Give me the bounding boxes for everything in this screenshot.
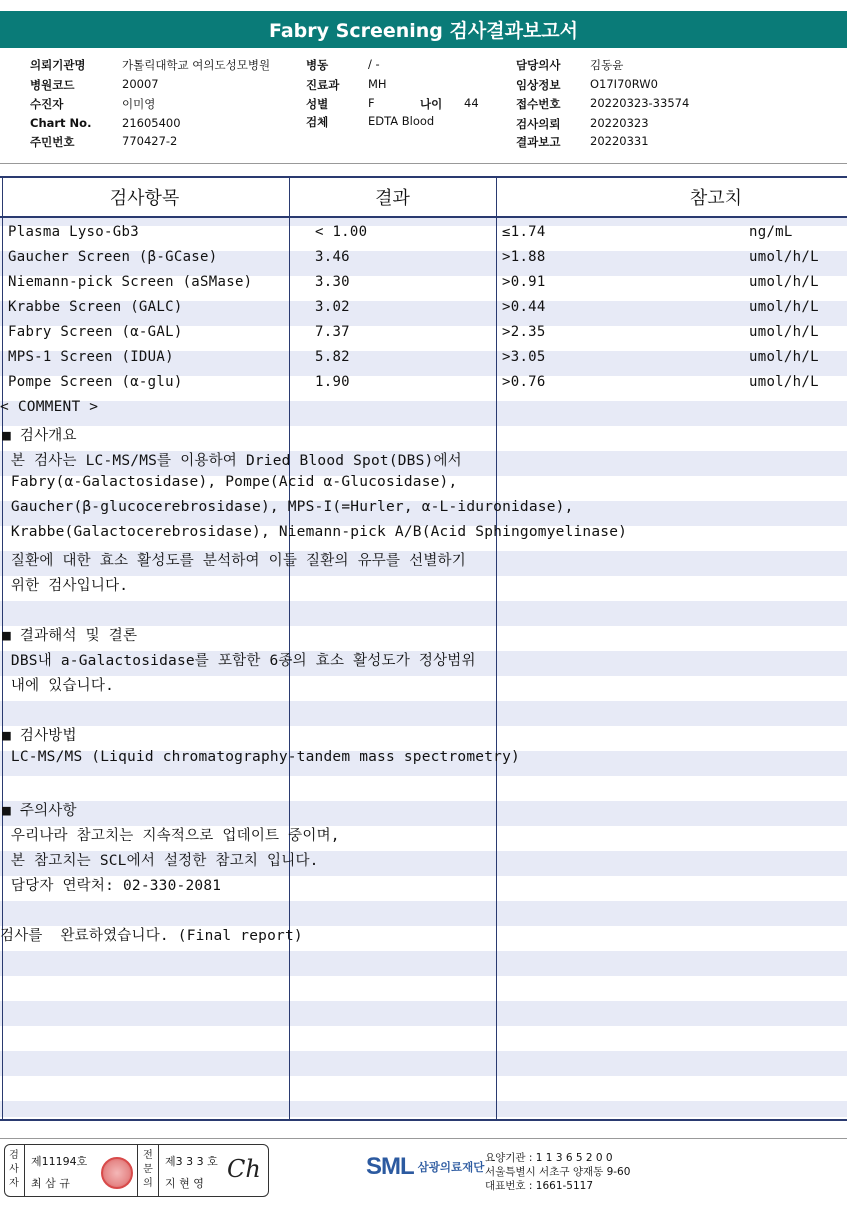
org-number: 요양기관 : 1 1 3 6 5 2 0 0 [485,1152,613,1164]
test-unit: umol/h/L [749,374,819,390]
test-unit: umol/h/L [749,274,819,290]
sex-value: F [368,96,375,110]
test-name: Fabry Screen (α-GAL) [8,324,183,340]
test-reference: ≤1.74 [502,224,546,240]
test-result: 5.82 [315,349,350,365]
result-rows [0,221,847,396]
table-row [0,296,847,321]
rrn-value: 770427-2 [122,134,178,148]
rrn-label: 주민번호 [30,135,75,149]
organization-info [485,1151,630,1193]
test-result: 7.37 [315,324,350,340]
org-phone: 대표번호 : 1661-5117 [485,1180,594,1192]
comment-line: 우리나라 참고치는 지속적으로 업데이트 중이며, [2,828,340,844]
clinical-label: 임상정보 [516,78,561,92]
comment-line [0,596,847,621]
age-value: 44 [464,96,479,110]
comment-line: DBS내 a-Galactosidase를 포함한 6종의 효소 활성도가 정상범위 [2,653,476,669]
comment-line: Fabry(α-Galactosidase), Pompe(Acid α-Glucosidase), [2,474,458,490]
clinical-value: O17I70RW0 [590,77,658,91]
test-result: 3.46 [315,249,350,265]
test-name: MPS-1 Screen (IDUA) [8,349,174,365]
ward-value: / - [368,57,380,71]
test-reference: >1.88 [502,249,546,265]
specialist-license: 제3 3 3 호 [165,1155,218,1168]
test-reference: >0.76 [502,374,546,390]
header-reference: 참고치 [689,188,743,209]
final-report-line: 검사를 완료하였습니다. (Final report) [0,928,303,944]
code-value: 20007 [122,77,159,91]
header-result: 결과 [375,188,410,209]
logo-mark: SML [366,1153,414,1180]
test-unit: umol/h/L [749,299,819,315]
comment-line [0,896,847,921]
test-result: 3.02 [315,299,350,315]
report-title: Fabry Screening 검사결과보고서 [0,11,847,48]
comment-line: 본 검사는 LC-MS/MS를 이용하여 Dried Blood Spot(DBS)에서 [2,453,462,469]
org-address: 서울특별시 서초구 양재동 9-60 [485,1166,631,1178]
comment-line [0,771,847,796]
test-result: < 1.00 [315,224,368,240]
test-reference: >2.35 [502,324,546,340]
comment-line [0,696,847,721]
patient-label: 수진자 [30,97,64,111]
sml-logo [366,1153,484,1181]
patient-value: 이미영 [122,97,156,111]
seal-stamp-icon [101,1157,133,1189]
test-result: 3.30 [315,274,350,290]
section-heading: ■ 주의사항 [2,803,77,819]
comment-line: 내에 있습니다. [2,678,115,694]
report-date-value: 20220331 [590,134,649,148]
test-unit: umol/h/L [749,349,819,365]
specialist-label: 전문의 [143,1150,153,1189]
test-reference: >0.91 [502,274,546,290]
code-label: 병원코드 [30,78,75,92]
table-row [0,271,847,296]
comment-line: 본 참고치는 SCL에서 설정한 참고치 입니다. [2,853,319,869]
sex-label: 성별 [306,97,329,111]
tester-label: 검사자 [9,1150,19,1189]
doctor-value: 김동윤 [590,58,624,72]
test-name: Niemann-pick Screen (aSMase) [8,274,253,290]
header-divider [0,163,847,164]
dept-label: 진료과 [306,78,340,92]
report-footer [0,1138,847,1207]
table-row [0,321,847,346]
signature-icon: Ch [227,1155,261,1183]
table-header [0,178,847,218]
stamp-divider [137,1145,138,1196]
test-name: Plasma Lyso-Gb3 [8,224,139,240]
hospital-value: 가톨릭대학교 여의도성모병원 [122,58,271,72]
specimen-label: 검체 [306,115,329,129]
comment-line: Krabbe(Galactocerebrosidase), Niemann-pick A/B(Acid Sphingomyelinase) [2,524,628,540]
section-heading: ■ 결과해석 및 결론 [2,628,138,644]
test-unit: umol/h/L [749,324,819,340]
table-row [0,221,847,246]
specialist-name: 지 현 영 [165,1177,204,1190]
comment-line: 담당자 연락처: 02-330-2081 [2,878,222,894]
receipt-value: 20220323-33574 [590,96,690,110]
comment-line: 질환에 대한 효소 활성도를 분석하여 이들 질환의 유무를 선별하기 [2,553,466,569]
test-name: Gaucher Screen (β-GCase) [8,249,218,265]
stamp-divider [158,1145,159,1196]
receipt-label: 접수번호 [516,97,561,111]
tester-name: 최 삼 규 [31,1177,70,1190]
comment-section [0,396,847,946]
specimen-value: EDTA Blood [368,114,435,128]
comment-line: Gaucher(β-glucocerebrosidase), MPS-I(=Hurler, α-L-iduronidase), [2,499,574,515]
test-name: Krabbe Screen (GALC) [8,299,183,315]
results-table [0,176,847,1121]
test-unit: ng/mL [749,224,793,240]
test-name: Pompe Screen (α-glu) [8,374,183,390]
signature-box [4,1144,269,1197]
hospital-label: 의뢰기관명 [30,58,86,72]
patient-info [0,50,847,160]
section-heading: ■ 검사방법 [2,728,77,744]
section-heading: ■ 검사개요 [2,428,77,444]
comment-line: < COMMENT > [0,399,99,415]
chart-label: Chart No. [30,116,92,130]
test-unit: umol/h/L [749,249,819,265]
comment-line: LC-MS/MS (Liquid chromatography-tandem mass spectrometry) [2,749,520,765]
test-reference: >3.05 [502,349,546,365]
logo-subtitle: 삼광의료재단 [417,1160,485,1174]
tester-license: 제11194호 [31,1155,88,1168]
header-item: 검사항목 [109,188,180,209]
report-date-label: 결과보고 [516,135,561,149]
table-row [0,346,847,371]
table-row [0,246,847,271]
request-label: 검사의뢰 [516,117,561,131]
ward-label: 병동 [306,58,329,72]
stamp-divider [24,1145,25,1196]
table-row [0,371,847,396]
dept-value: MH [368,77,387,91]
test-reference: >0.44 [502,299,546,315]
age-label: 나이 [420,97,443,111]
doctor-label: 담당의사 [516,58,561,72]
test-result: 1.90 [315,374,350,390]
request-value: 20220323 [590,116,649,130]
chart-value: 21605400 [122,116,181,130]
comment-line: 위한 검사입니다. [2,578,129,594]
